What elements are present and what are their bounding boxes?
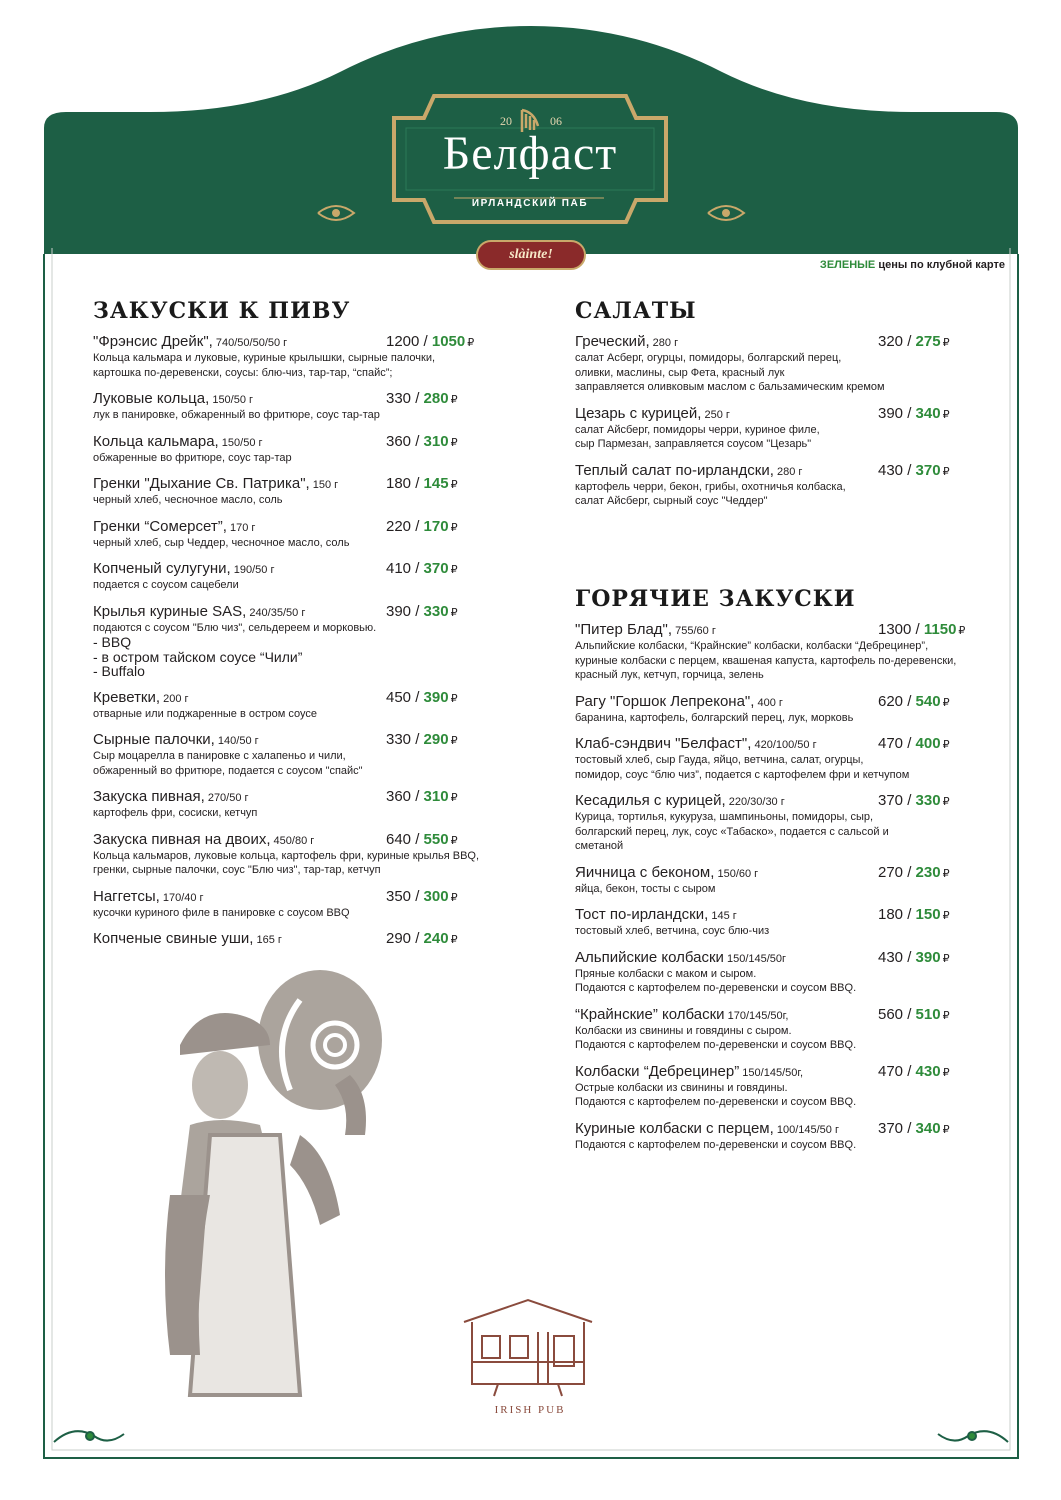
menu-item-weight: 150/50 г [209,394,254,406]
menu-item [93,333,493,380]
regular-price: 370 / [878,1119,916,1137]
menu-item [575,333,995,395]
menu-item-head [575,1063,995,1081]
menu-item-description: картофель фри, сосиски, кетчуп [93,807,258,819]
menu-item-weight: 280 г [649,337,679,349]
club-price: 390 [915,948,941,966]
regular-price: 290 / [386,930,424,947]
rouble-sign: ₽ [942,408,950,421]
menu-item [93,731,493,778]
menu-item-name: Крылья куриные SAS, [93,602,247,620]
club-price: 275 [915,333,941,350]
menu-item-price [878,792,950,809]
menu-item-name: Кольца кальмара, [93,432,219,450]
regular-price: 350 / [386,887,424,905]
menu-item-head [575,1006,995,1024]
rouble-sign: ₽ [942,952,950,965]
menu-item-head [575,462,995,480]
menu-item-head [93,475,493,493]
regular-price: 330 / [386,390,424,407]
menu-item-description: куриные колбаски с перцем, квашеная капуста, картофель по-деревенски, [575,654,957,667]
menu-item-head [575,864,995,882]
club-price: 340 [915,1119,941,1137]
menu-item [93,560,493,593]
menu-item-description: Кольца кальмара и луковые, куриные крылышки, сырные палочки, [93,352,436,364]
menu-item [93,390,493,423]
club-price: 1150 [923,621,957,638]
menu-item-name: Яичница с беконом, [575,863,715,881]
club-price: 370 [915,461,941,479]
menu-item [93,888,493,921]
menu-item-description: черный хлеб, сыр Чеддер, чесночное масло, соль [93,536,350,549]
menu-item-name: Цезарь с курицей, [575,404,702,422]
section-title-beer-snacks: ЗАКУСКИ К ПИВУ [93,298,351,324]
porter-with-keg-drawing [150,965,430,1435]
rouble-sign: ₽ [942,337,950,349]
menu-item-option: - BBQ [93,634,132,650]
menu-item [93,788,493,821]
menu-item-description: картошка по-деревенски, соусы: блю-чиз, тар-тар, “спайс”; [93,366,393,379]
menu-item-price [878,462,950,479]
menu-item-weight: 420/100/50 г [751,739,817,751]
rouble-sign: ₽ [450,735,458,747]
menu-item-price [386,433,458,450]
menu-item-weight: 170 г [226,521,256,534]
menu-item-option: - Buffalo [93,663,145,679]
regular-price: 620 / [878,692,916,710]
menu-item-price [878,906,950,923]
regular-price: 470 / [878,1062,916,1080]
menu-item-name: "Фрэнсис Дрейк", [93,333,213,350]
rouble-sign: ₽ [450,934,458,946]
menu-item-description: оливки, маслины, сыр Фета, красный лук [575,366,785,379]
menu-item-weight: 250 г [701,408,730,421]
menu-item-description: Острые колбаски из свинины и говядины. [575,1081,788,1094]
club-price: 310 [423,788,449,805]
menu-item-description: Подаются с картофелем по-деревенски и соусом BBQ. [575,1138,857,1151]
regular-price: 390 / [878,404,916,422]
rouble-sign: ₽ [942,1123,950,1136]
menu-item-head [93,930,493,948]
menu-item-price [386,390,458,407]
menu-item [575,792,995,854]
regular-price: 360 / [386,432,424,450]
club-price: 340 [915,404,941,422]
rouble-sign: ₽ [942,910,950,922]
irish-pub-building-icon [458,1292,598,1402]
menu-item-price [386,788,458,805]
menu-item-head [575,1120,995,1138]
club-price: 300 [423,887,449,905]
menu-item-name: Креветки, [93,688,161,706]
menu-item-head [575,792,995,810]
club-price: 280 [423,390,449,407]
menu-item-price [386,475,458,492]
menu-item-weight: 150/145/50г [723,952,787,965]
menu-item-head [93,603,493,621]
regular-price: 410 / [386,560,424,577]
menu-item-name: Клаб-сэндвич "Белфаст", [575,735,752,752]
menu-item-head [93,888,493,906]
menu-item-name: Кесадилья с курицей, [575,792,726,809]
rouble-sign: ₽ [942,1066,950,1079]
rouble-sign: ₽ [942,696,950,709]
menu-item-description: болгарский перец, лук, соус «Табаско», подается с сальсой и [575,825,889,838]
regular-price: 220 / [386,517,424,535]
menu-item [575,1063,995,1110]
regular-price: 430 / [878,461,916,479]
menu-item-price [386,731,458,748]
rouble-sign: ₽ [942,867,950,880]
regular-price: 560 / [878,1005,916,1023]
menu-item-weight: 240/35/50 г [246,606,306,619]
menu-item-description: отварные или поджаренные в остром соусе [93,707,318,720]
menu-item-price [386,560,458,577]
menu-item-description: обжаренные во фритюре, соус тар-тар [93,451,292,464]
menu-item-description: баранина, картофель, болгарский перец, лук, морковь [575,711,854,724]
corner-flourish-right-icon [938,1431,1008,1442]
club-note-green: ЗЕЛЕНЫЕ [819,259,876,271]
menu-item-name: Колбаски “Дебрецинер” [575,1062,740,1080]
corner-flourish-left-icon [54,1431,124,1442]
menu-item-description: яйца, бекон, тосты с сыром [575,882,716,895]
menu-item-description: черный хлеб, чесночное масло, соль [93,494,283,506]
hot-snacks-list [575,621,995,1162]
menu-item-name: Куриные колбаски с перцем, [575,1119,774,1137]
rouble-sign: ₽ [450,394,458,406]
club-price: 1050 [431,333,466,350]
menu-item-weight: 170/40 г [159,891,204,904]
menu-item-head [93,731,493,749]
rouble-sign: ₽ [942,465,950,478]
menu-item-description: тостовый хлеб, ветчина, соус блю-чиз [575,925,770,937]
club-price: 145 [423,475,449,492]
regular-price: 1300 / [878,621,924,638]
menu-item [93,518,493,551]
rouble-sign: ₽ [942,739,950,751]
menu-item [575,735,995,782]
menu-item-head [93,433,493,451]
menu-item-head [575,333,995,351]
menu-item-weight: 200 г [160,692,189,705]
club-price: 330 [915,792,941,809]
menu-item-price [878,1006,950,1023]
menu-item-price [386,603,458,620]
menu-item-weight: 150/50 г [218,436,263,449]
menu-item-description: заправляется оливковым маслом с бальзамическим кремом [575,381,885,393]
regular-price: 330 / [386,731,424,748]
menu-item [575,1006,995,1053]
menu-item-head [93,560,493,578]
menu-item-description: Пряные колбаски с маком и сыром. [575,967,757,980]
menu-item-head [93,518,493,536]
regular-price: 320 / [878,333,916,350]
regular-price: 270 / [878,863,916,881]
menu-item-weight: 150/60 г [714,867,759,880]
menu-item-description: красный лук, кетчуп, горчица, зелень [575,669,764,681]
regular-price: 180 / [386,475,424,492]
menu-item-price [386,930,458,947]
regular-price: 450 / [386,688,424,706]
menu-item [93,433,493,466]
menu-item-weight: 100/145/50 г [773,1123,839,1136]
rouble-sign: ₽ [942,1009,950,1022]
menu-item-price [386,518,458,535]
rouble-sign: ₽ [450,692,458,705]
menu-item-price [878,735,950,752]
club-price: 170 [423,517,449,535]
salads-list [575,333,995,519]
club-price: 370 [423,560,449,577]
club-price: 150 [915,906,941,923]
menu-item-description: Сыр моцарелла в панировке с халапеньо и чили, [93,750,346,762]
menu-item [575,693,995,726]
club-price: 430 [915,1062,941,1080]
menu-item-option: - в остром тайском соусе “Чили” [93,648,303,665]
menu-item-price [386,689,458,706]
menu-item-price [878,621,965,638]
menu-item-weight: 755/60 г [672,625,716,637]
menu-item-head [575,735,995,753]
menu-item-name: Греческий, [575,333,650,350]
menu-item-price [386,831,458,848]
menu-item-head [575,693,995,711]
logo-subtitle: ИРЛАНДСКИЙ ПАБ [471,198,589,209]
rouble-sign: ₽ [467,337,475,349]
club-price: 330 [423,602,449,620]
club-price: 540 [915,692,941,710]
menu-item [93,603,493,679]
menu-item-weight: 140/50 г [214,735,259,747]
logo [384,88,676,230]
club-price: 400 [915,735,941,752]
menu-item-weight: 400 г [754,696,783,709]
regular-price: 1200 / [386,333,432,350]
menu-item [575,906,995,939]
menu-item-name: Закуска пивная на двоих, [93,830,271,848]
logo-year-right: 06 [550,114,562,128]
menu-item-price [386,333,474,350]
club-price: 550 [423,830,449,848]
rouble-sign: ₽ [450,834,458,847]
menu-item [575,949,995,996]
beer-snacks-list [93,333,493,958]
regular-price: 430 / [878,948,916,966]
menu-item-price [878,405,950,422]
menu-item-description: Кольца кальмаров, луковые кольца, картофель фри, куриные крылья BBQ, [93,849,480,862]
menu-item-name: Гренки “Сомерсет”, [93,517,227,535]
menu-item-price [878,1120,950,1137]
club-price: 230 [915,863,941,881]
club-price: 310 [423,432,449,450]
menu-item-description: картофель черри, бекон, грибы, охотничья колбаска, [575,480,846,493]
menu-item-price [386,888,458,905]
menu-item [575,1120,995,1153]
menu-item-description: подаются с соусом "Блю чиз", сельдереем и морковью. [93,621,377,634]
menu-item-weight: 150/145/50г, [739,1066,804,1079]
slainte-badge: slàinte! [476,240,586,270]
menu-item [93,689,493,722]
menu-item-price [878,949,950,966]
menu-item-description: тостовый хлеб, сыр Гауда, яйцо, ветчина, салат, огурцы, [575,754,864,766]
rouble-sign: ₽ [450,521,458,534]
menu-item-name: Тост по-ирландски, [575,906,709,923]
club-price: 510 [915,1005,941,1023]
menu-item-weight: 740/50/50/50 г [212,337,288,349]
menu-item-name: Теплый салат по-ирландски, [575,461,774,479]
rouble-sign: ₽ [450,891,458,904]
menu-item-head [93,689,493,707]
menu-item [93,475,493,508]
menu-item-description: Альпийские колбаски, “Крайнские” колбаски, колбаски “Дебрецинер”, [575,640,929,652]
menu-item-weight: 150 г [309,479,339,491]
menu-item-name: "Питер Блад", [575,621,673,638]
menu-item-head [575,949,995,967]
menu-item-head [575,621,995,639]
menu-item-head [575,906,995,924]
rouble-sign: ₽ [450,479,458,491]
menu-item-name: Наггетсы, [93,887,160,905]
menu-item-name: Закуска пивная, [93,788,205,805]
menu-item [575,405,995,452]
menu-item-description: сметаной [575,840,624,852]
logo-title: Белфаст [442,127,618,180]
club-note-text: цены по клубной карте [875,259,1005,271]
club-price: 290 [423,731,449,748]
menu-item-description: помидор, соус “блю чиз”, подается с картофелем фри и кетчупом [575,768,910,781]
menu-item-price [878,333,950,350]
rouble-sign: ₽ [942,796,950,808]
section-title-salads: САЛАТЫ [575,298,697,324]
menu-item-price [878,693,950,710]
club-price: 390 [423,688,449,706]
regular-price: 370 / [878,792,916,809]
menu-item-head [575,405,995,423]
menu-item-description: кусочки куриного филе в панировке с соусом BBQ [93,906,350,919]
menu-item-description: обжаренный во фритюре, подается с соусом "спайс" [93,764,363,777]
irish-pub-label: IRISH PUB [494,1404,566,1416]
menu-item-description: сыр Пармезан, заправляется соусом "Цезарь" [575,438,812,450]
menu-item-description: салат Айсберг, сырный соус "Чеддер" [575,495,768,507]
regular-price: 470 / [878,735,916,752]
menu-item-description: салат Асберг, огурцы, помидоры, болгарский перец, [575,352,842,364]
regular-price: 180 / [878,906,916,923]
rouble-sign: ₽ [958,625,966,637]
menu-item-name: Луковые кольца, [93,390,210,407]
menu-item-name: “Крайнские” колбаски [575,1005,725,1023]
rouble-sign: ₽ [450,792,458,804]
menu-item [575,864,995,897]
regular-price: 360 / [386,788,424,805]
menu-item-description: салат Айсберг, помидоры черри, куриное филе, [575,423,820,436]
menu-item-name: Копченый сулугуни, [93,560,231,577]
menu-item-name: Сырные палочки, [93,731,215,748]
menu-item-price [878,1063,950,1080]
menu-item-head [93,390,493,408]
menu-item-head [93,831,493,849]
menu-item-weight: 145 г [708,910,737,922]
section-title-hot-snacks: ГОРЯЧИЕ ЗАКУСКИ [575,586,856,612]
menu-item-name: Гренки "Дыхание Св. Патрика", [93,475,310,492]
menu-item-description: Подаются с картофелем по-деревенски и соусом BBQ. [575,1039,857,1051]
regular-price: 390 / [386,602,424,620]
menu-item [575,462,995,509]
menu-item [93,930,493,948]
menu-item-weight: 170/145/50г, [724,1009,789,1022]
menu-item-weight: 165 г [253,934,282,946]
menu-item-name: Рагу "Горшок Лепрекона", [575,692,755,710]
menu-item-weight: 450/80 г [270,834,315,847]
menu-item-name: Альпийские колбаски [575,948,724,966]
menu-item-head [93,788,493,806]
menu-item-description: лук в панировке, обжаренный во фритюре, соус тар-тар [93,409,380,421]
menu-item-description: Подаются с картофелем по-деревенски и соусом BBQ. [575,1096,857,1108]
menu-item-weight: 270/50 г [204,792,249,804]
menu-item [93,831,493,878]
menu-item-description: Курица, тортилья, кукуруза, шампиньоны, помидоры, сыр, [575,811,874,823]
rouble-sign: ₽ [450,436,458,449]
menu-item-description: Колбаски из свинины и говядины с сыром. [575,1024,792,1037]
menu-item-description: Подаются с картофелем по-деревенски и соусом BBQ. [575,982,857,994]
menu-item [575,621,995,683]
menu-item-description: гренки, сырные палочки, соус "Блю чиз", тар-тар, кетчуп [93,864,381,876]
logo-year-left: 20 [500,114,512,128]
club-price-note [820,259,1005,271]
menu-item-head [93,333,493,351]
menu-item-weight: 220/30/30 г [725,796,785,808]
menu-item-weight: 190/50 г [230,564,275,576]
regular-price: 640 / [386,830,424,848]
club-price: 240 [423,930,449,947]
menu-item-description: подается с соусом сацебели [93,579,239,591]
menu-item-name: Копченые свиные уши, [93,930,254,947]
rouble-sign: ₽ [450,564,458,576]
menu-item-weight: 280 г [773,465,803,478]
menu-item-price [878,864,950,881]
rouble-sign: ₽ [450,606,458,619]
